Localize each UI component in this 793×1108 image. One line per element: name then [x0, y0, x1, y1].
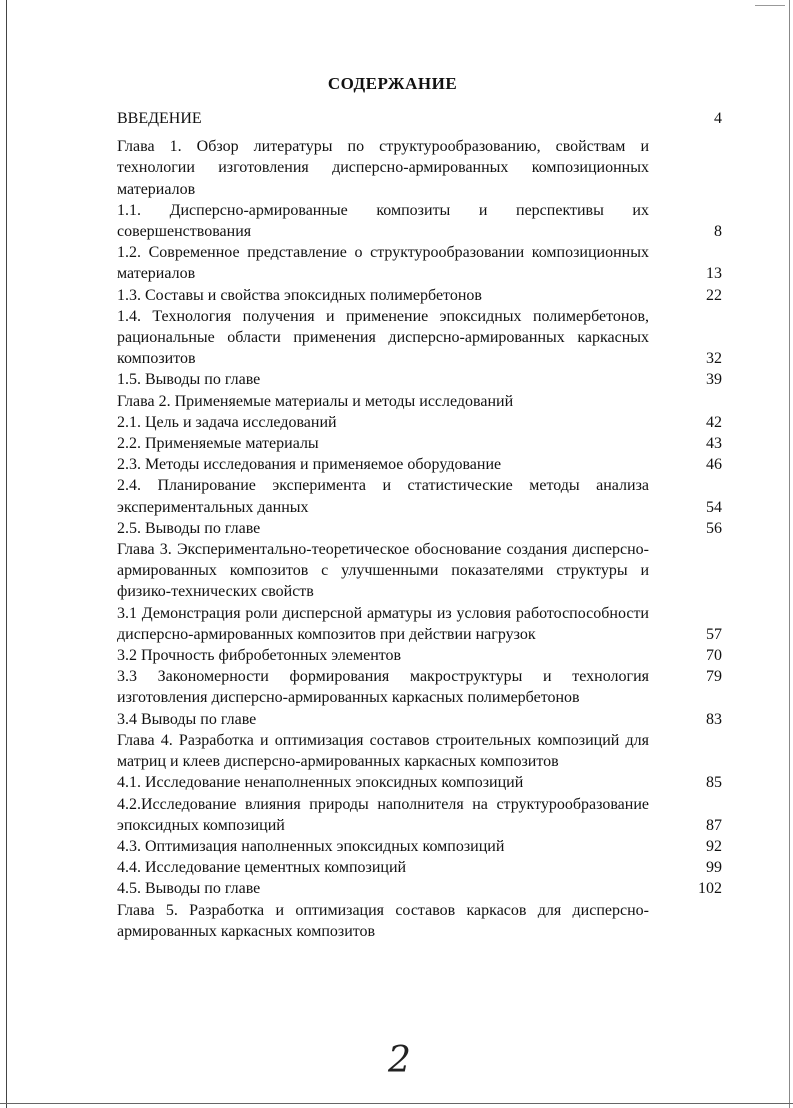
toc-entry-introduction [117, 108, 722, 129]
scan-left-edge [6, 0, 7, 1108]
scan-bottom-edge [0, 1103, 793, 1104]
toc-entry-text: 2.2. Применяемые материалы [117, 435, 319, 453]
scan-top-mark [755, 5, 785, 6]
toc-entry-3-3 [117, 666, 722, 708]
toc-entry-text: 1.4. Технология получения и применение эпоксидных полимербетонов, рациональные области применения дисперсно-армированных каркасных композитов [117, 307, 649, 368]
toc-entry-chapter-1 [117, 136, 722, 200]
toc-entry-3-1 [117, 603, 722, 645]
toc-entry-text: 3.4 Выводы по главе [117, 710, 257, 728]
toc-entry-1-1 [117, 200, 722, 242]
toc-entry-text: 2.4. Планирование эксперимента и статистические методы анализа экспериментальных данных [117, 477, 649, 516]
toc-entry-1-4 [117, 306, 722, 370]
toc-entry-text: 3.1 Демонстрация роли дисперсной арматуры из условия работоспособности дисперсно-армированных композитов при действии нагрузок [117, 604, 649, 643]
page-title: СОДЕРЖАНИЕ [327, 74, 458, 93]
toc-entry-2-2 [117, 433, 722, 454]
toc-entry-text: 1.3. Составы и свойства эпоксидных полимербетонов [117, 286, 482, 304]
toc-page-number: 56 [706, 519, 722, 537]
toc-page-number: 13 [706, 265, 722, 283]
toc-entry-text: 1.1. Дисперсно-армированные композиты и перспективы их совершенствования [117, 201, 649, 241]
toc-page-number: 87 [706, 816, 722, 834]
toc-page-number: 83 [706, 710, 722, 728]
toc-entry-4-5 [117, 878, 722, 899]
toc-entry-text: Глава 1. Обзор литературы по структурообразованию, свойствам и технологии изготовления дисперсно-армированных композиционных материалов [117, 138, 649, 198]
toc-entry-4-2 [117, 794, 722, 836]
toc-page-number: 102 [698, 880, 722, 898]
table-of-contents [117, 108, 722, 942]
toc-page-number: 46 [706, 456, 722, 474]
toc-entry-text: 4.2.Исследование влияния природы наполнителя на структурообразование эпоксидных композиций [117, 795, 649, 834]
toc-page-number: 32 [706, 350, 722, 368]
toc-page-number: 8 [714, 223, 722, 241]
toc-page-number: 57 [706, 625, 722, 643]
toc-page-number: 92 [706, 837, 722, 855]
toc-page-number: 4 [714, 110, 722, 127]
toc-entry-text: 2.3. Методы исследования и применяемое оборудование [117, 456, 502, 474]
toc-entry-4-3 [117, 836, 722, 857]
toc-entry-4-4 [117, 857, 722, 878]
toc-entry-2-3 [117, 454, 722, 475]
toc-page-number: 22 [706, 286, 722, 304]
toc-entry-text: 1.2. Современное представление о структурообразовании композиционных материалов [117, 244, 649, 283]
toc-entry-2-4 [117, 475, 722, 517]
toc-page-number: 79 [706, 668, 722, 686]
toc-entry-text: Глава 4. Разработка и оптимизация составов строительных композиций для матриц и клеев дисперсно-армированных каркасных композитов [117, 731, 649, 771]
toc-entry-2-1 [117, 412, 722, 433]
toc-entry-text: 1.5. Выводы по главе [117, 371, 261, 389]
toc-entry-2-5 [117, 518, 722, 539]
toc-entry-chapter-4 [117, 730, 722, 772]
toc-entry-text: Глава 5. Разработка и оптимизация составов каркасов для дисперсно-армированных каркасных композитов [117, 901, 649, 940]
scan-right-edge [789, 0, 790, 1108]
toc-entry-text: 2.1. Цель и задача исследований [117, 413, 337, 431]
toc-entry-text: 3.2 Прочность фибробетонных элементов [117, 647, 402, 665]
toc-entry-chapter-5 [117, 900, 722, 942]
toc-entry-chapter-2 [117, 391, 722, 412]
toc-entry-text: 4.5. Выводы по главе [117, 880, 261, 898]
toc-entry-text: 4.3. Оптимизация наполненных эпоксидных композиций [117, 837, 505, 855]
toc-page-number: 43 [706, 435, 722, 453]
toc-entry-3-4 [117, 709, 722, 730]
toc-entry-text: 4.4. Исследование цементных композиций [117, 859, 407, 877]
toc-entry-3-2 [117, 645, 722, 666]
toc-entry-1-2 [117, 242, 722, 284]
toc-page-number: 99 [706, 859, 722, 877]
toc-page-number: 85 [706, 774, 722, 792]
toc-entry-text: 3.3 Закономерности формирования макроструктуры и технология изготовления дисперсно-армированных каркасных полимербетонов [117, 668, 649, 707]
toc-page-number: 42 [706, 413, 722, 431]
toc-page-number: 39 [706, 371, 722, 389]
toc-entry-text: ВВЕДЕНИЕ [117, 110, 202, 127]
toc-entry-text: 4.1. Исследование ненаполненных эпоксидных композиций [117, 774, 524, 792]
toc-entry-text: 2.5. Выводы по главе [117, 519, 261, 537]
toc-entry-text: Глава 2. Применяемые материалы и методы исследований [117, 392, 514, 410]
toc-entry-1-5 [117, 369, 722, 390]
toc-page-number: 54 [706, 498, 722, 516]
toc-entry-text: Глава 3. Экспериментально-теоретическое обоснование создания дисперсно-армированных композитов с улучшенными показателями структуры и физико-технических свойств [117, 541, 649, 601]
toc-entry-1-3 [117, 285, 722, 306]
toc-entry-chapter-3 [117, 539, 722, 603]
handwritten-page-number: 2 [388, 1040, 411, 1081]
toc-page-number: 70 [706, 647, 722, 665]
toc-entry-4-1 [117, 772, 722, 793]
